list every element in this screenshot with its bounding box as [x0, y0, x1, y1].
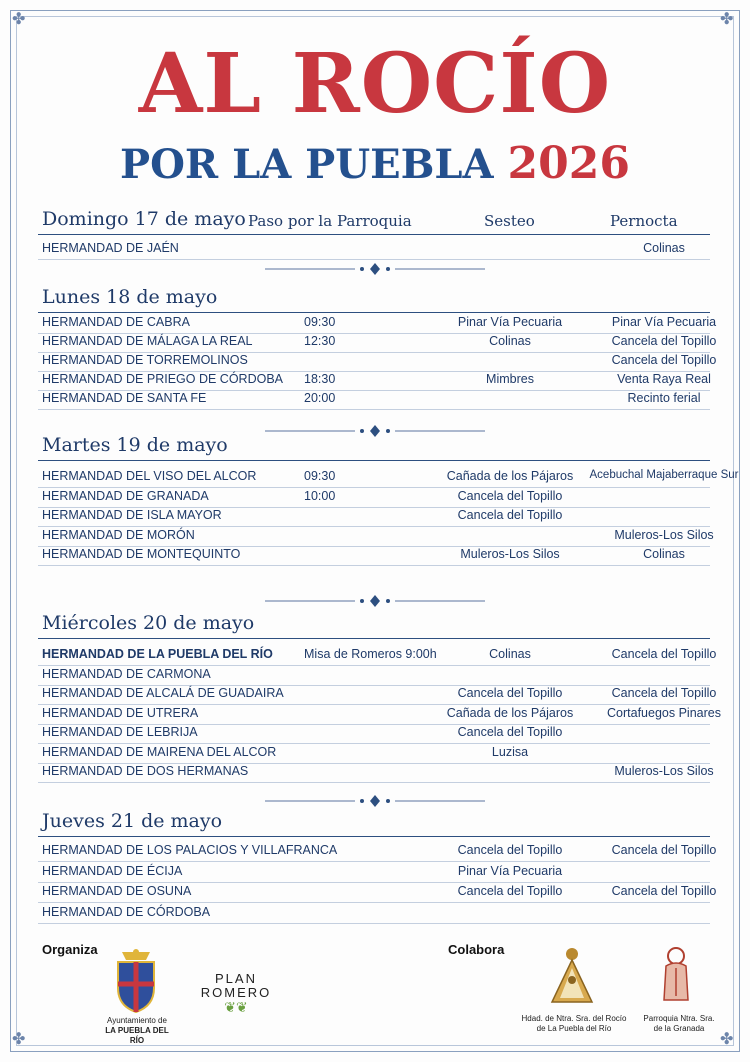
ayto-caption-line1: Ayuntamiento de	[107, 1016, 167, 1025]
table-row	[38, 883, 717, 903]
cell-sest: Cañada de los Pájaros	[446, 705, 574, 720]
table-row	[38, 724, 710, 744]
parroquia-caption	[634, 1014, 724, 1034]
cell-sest: Muleros-Los Silos	[460, 547, 560, 561]
olive-branch-icon: ❦❦	[224, 999, 248, 1015]
cell-name: HERMANDAD DE DOS HERMANAS	[42, 764, 249, 778]
plan-romero-line2: ROMERO	[200, 985, 272, 1000]
cell-pern: Acebuchal Majaberraque Sur	[589, 469, 739, 481]
table-row	[38, 468, 739, 488]
day-heading: Miércoles 20 de mayo	[42, 612, 255, 634]
parroquia-caption-line1: Parroquia Ntra. Sra.	[643, 1014, 715, 1023]
main-title: AL ROCÍO	[138, 36, 612, 132]
cell-sest: Pinar Vía Pecuaria	[457, 863, 563, 878]
table-row	[38, 685, 717, 705]
table-row	[38, 371, 710, 391]
plan-romero-logo	[196, 972, 276, 1014]
cell-name: HERMANDAD DE LOS PALACIOS Y VILLAFRANCA	[42, 843, 338, 857]
day-rule	[38, 460, 710, 461]
parroquia-caption-line2: de la Granada	[653, 1024, 705, 1033]
cell-pern: Cancela del Topillo	[611, 647, 717, 661]
divider-ornament-icon	[265, 594, 485, 608]
cell-name: HERMANDAD DE JAÉN	[42, 241, 179, 255]
cell-name: HERMANDAD DE ALCALÁ DE GUADAIRA	[42, 686, 284, 700]
table-row	[38, 507, 710, 527]
cell-time: 12:30	[304, 334, 336, 348]
hermandad-caption	[504, 1014, 644, 1034]
cell-sest: Cancela del Topillo	[457, 725, 563, 739]
ayuntamiento-shield-logo	[112, 948, 160, 1014]
table-row	[38, 705, 721, 725]
day-rule	[38, 836, 710, 837]
corner-ornament-icon: ✤	[720, 1031, 734, 1048]
table-row	[38, 863, 710, 883]
cell-sest: Cancela del Topillo	[457, 508, 563, 522]
column-header-time: Paso por la Parroquia	[248, 212, 412, 230]
cell-name: HERMANDAD DE GRANADA	[42, 488, 209, 503]
cell-pern: Pinar Vía Pecuaria	[611, 315, 717, 329]
column-header-sesteo: Sesteo	[484, 212, 535, 230]
cell-name: HERMANDAD DE UTRERA	[42, 705, 199, 720]
cell-time: 09:30	[304, 315, 336, 329]
cell-pern: Cancela del Topillo	[611, 353, 717, 367]
column-header-pernocta: Pernocta	[610, 212, 678, 230]
table-row	[38, 646, 717, 666]
table-row	[38, 390, 710, 410]
table-row	[38, 763, 714, 783]
corner-ornament-icon: ✤	[720, 11, 734, 28]
day-rule	[38, 234, 710, 235]
cell-pern: Muleros-Los Silos	[614, 527, 714, 542]
cell-name: HERMANDAD DE LA PUEBLA DEL RÍO	[42, 647, 273, 661]
cell-name: HERMANDAD DE LEBRIJA	[42, 725, 198, 739]
cell-time: 10:00	[304, 488, 336, 503]
hermandad-rocio-emblem	[546, 946, 598, 1008]
day-heading: Lunes 18 de mayo	[42, 286, 218, 308]
cell-pern: Cancela del Topillo	[611, 334, 717, 348]
cell-sest: Cancela del Topillo	[457, 843, 563, 857]
day-heading: Jueves 21 de mayo	[42, 810, 223, 832]
day-heading: Domingo 17 de mayo	[42, 208, 246, 230]
cell-pern: Venta Raya Real	[617, 372, 711, 386]
cell-pern: Cancela del Topillo	[611, 686, 717, 700]
table-row	[38, 666, 710, 686]
cell-pern: Colinas	[643, 547, 685, 561]
cell-pern: Muleros-Los Silos	[614, 764, 714, 778]
cell-name: HERMANDAD DE MORÓN	[42, 527, 195, 542]
plan-romero-line1: PLAN	[215, 971, 257, 986]
cell-pern: Cortafuegos Pinares	[607, 705, 721, 720]
table-row	[38, 352, 717, 372]
cell-time: Misa de Romeros 9:00h	[304, 647, 437, 661]
cell-sest: Cancela del Topillo	[457, 488, 563, 503]
cell-pern: Recinto ferial	[627, 391, 701, 405]
corner-ornament-icon: ✤	[12, 11, 26, 28]
cell-sest: Cancela del Topillo	[457, 686, 563, 700]
cell-sest: Colinas	[489, 647, 531, 661]
cell-time: 18:30	[304, 372, 336, 386]
table-row	[38, 546, 710, 566]
day-rule	[38, 312, 710, 313]
table-row	[38, 488, 710, 508]
table-row	[38, 904, 710, 924]
cell-name: HERMANDAD DE MONTEQUINTO	[42, 547, 241, 561]
ayto-caption-line2: LA PUEBLA DEL RÍO	[105, 1026, 169, 1045]
cell-name: HERMANDAD DE MAIRENA DEL ALCOR	[42, 744, 277, 759]
cell-sest: Cañada de los Pájaros	[446, 469, 574, 483]
subtitle	[0, 138, 750, 189]
hdad-caption-line1: Hdad. de Ntra. Sra. del Rocío	[521, 1014, 627, 1023]
table-row	[38, 314, 717, 334]
cell-pern: Cancela del Topillo	[611, 884, 717, 898]
cell-name: HERMANDAD DE PRIEGO DE CÓRDOBA	[42, 372, 284, 386]
cell-name: HERMANDAD DE TORREMOLINOS	[42, 353, 248, 367]
cell-name: HERMANDAD DE CABRA	[42, 315, 190, 329]
cell-sest: Colinas	[489, 334, 531, 348]
cell-name: HERMANDAD DE ÉCIJA	[42, 863, 183, 878]
cell-sest: Luzisa	[491, 744, 529, 759]
day-rule	[38, 638, 710, 639]
table-row	[38, 842, 717, 862]
cell-sest: Cancela del Topillo	[457, 884, 563, 898]
day-heading: Martes 19 de mayo	[42, 434, 228, 456]
year: 2026	[507, 138, 630, 189]
cell-name: HERMANDAD DE SANTA FE	[42, 391, 207, 405]
cell-name: HERMANDAD DE CARMONA	[42, 666, 211, 681]
cell-time: 09:30	[304, 469, 336, 483]
cell-time: 20:00	[304, 391, 336, 405]
corner-ornament-icon: ✤	[12, 1031, 26, 1048]
cell-pern: Colinas	[643, 241, 685, 255]
table-row	[38, 333, 717, 353]
parroquia-virgin-emblem	[660, 946, 692, 1004]
colabora-label: Colabora	[448, 942, 505, 957]
table-row	[38, 527, 714, 547]
cell-name: HERMANDAD DE MÁLAGA LA REAL	[42, 334, 253, 348]
organiza-label: Organiza	[42, 942, 98, 957]
cell-name: HERMANDAD DE ISLA MAYOR	[42, 508, 222, 522]
subtitle-text: POR LA PUEBLA	[120, 141, 494, 188]
divider-ornament-icon	[265, 794, 485, 808]
divider-ornament-icon	[265, 262, 485, 276]
cell-name: HERMANDAD DE OSUNA	[42, 884, 192, 898]
cell-sest: Mimbres	[486, 372, 534, 386]
cell-name: HERMANDAD DEL VISO DEL ALCOR	[42, 469, 257, 483]
table-row	[38, 744, 710, 764]
divider-ornament-icon	[265, 424, 485, 438]
ayuntamiento-caption	[100, 1016, 174, 1046]
cell-name: HERMANDAD DE CÓRDOBA	[42, 904, 211, 919]
cell-sest: Pinar Vía Pecuaria	[457, 315, 563, 329]
cell-pern: Cancela del Topillo	[611, 843, 717, 857]
hdad-caption-line2: de La Puebla del Río	[536, 1024, 612, 1033]
table-row	[38, 240, 710, 260]
